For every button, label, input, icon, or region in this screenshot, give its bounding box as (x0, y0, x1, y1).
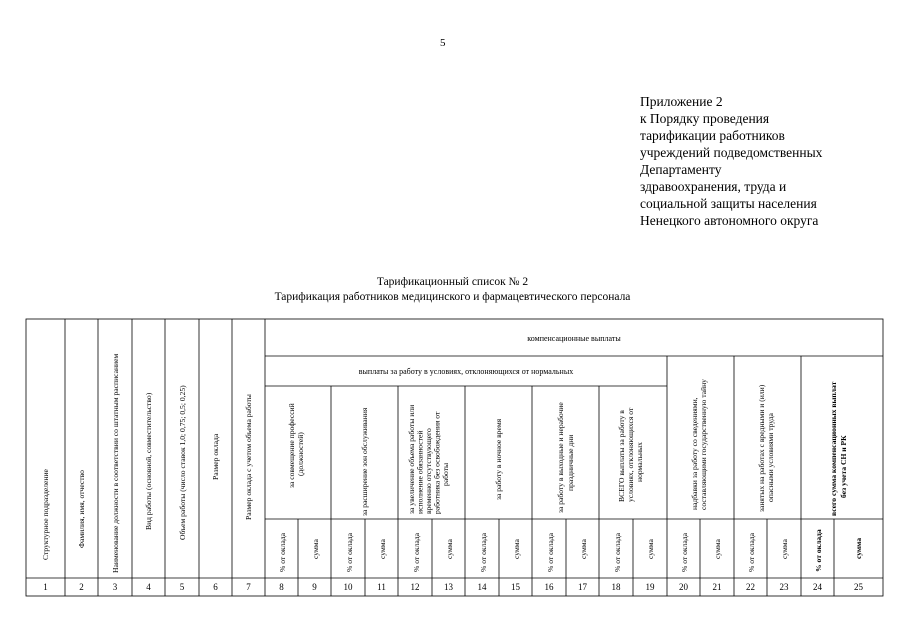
col-number: 2 (79, 582, 84, 592)
sub-header-sum: сумма (512, 539, 521, 559)
appendix-line: Приложение 2 (640, 94, 723, 109)
group-header-line: (должностей) (296, 432, 305, 476)
col-number: 15 (511, 582, 520, 592)
col-header-7: Размер оклада с учетом объема работы (244, 394, 253, 520)
group-header-state-secret (690, 379, 708, 510)
sub-header-percent: % от оклада (278, 532, 287, 572)
group-header-line: ВСЕГО выплаты за работу в (617, 410, 626, 502)
group-header-combining-professions (287, 401, 305, 488)
col-number: 12 (410, 582, 420, 592)
col-header-5: Объем работы (число ставок 1,0; 0,75; 0,5; 0,25) (178, 385, 187, 540)
col-number: 3 (112, 582, 118, 592)
col-number: 5 (179, 582, 185, 592)
group-header-holiday-work (556, 400, 575, 513)
appendix-line: Департаменту (640, 162, 722, 177)
group-header-line: без учета СН и РК (839, 435, 848, 498)
sub-header-sum: сумма (713, 539, 722, 559)
col-number: 16 (544, 582, 554, 592)
group-header-total-compensation (829, 380, 848, 516)
sub-header-percent: % от оклада (479, 532, 488, 572)
col-number: 18 (611, 582, 621, 592)
sub-header-sum: сумма (780, 539, 789, 559)
sub-header-sum: сумма (311, 539, 320, 559)
col-number: 17 (578, 582, 587, 592)
sub-header-sum: сумма (445, 539, 454, 559)
group-header-line: исполнение обязанностей (415, 430, 425, 514)
group-header-line: праздничные дни (566, 434, 575, 491)
col-header-4: Вид работы (основной, совместительство) (144, 392, 153, 530)
col-header-3: Наименование должности в соответствии со штатным расписанием (111, 353, 120, 573)
sub-header-percent: % от оклада (613, 532, 622, 572)
appendix-line: учреждений подведомственных (640, 145, 823, 160)
sub-header-percent: % от оклада (345, 532, 354, 572)
group-header-line: за работу в выходные и нерабочие (556, 402, 565, 513)
col-number: 7 (246, 582, 251, 592)
col-number: 20 (679, 582, 688, 592)
page-number: 5 (440, 37, 446, 49)
col-header-1: Структурное подразделение (41, 469, 50, 560)
group-header-line: за увеличение объема работы или (407, 404, 416, 514)
group-header-increased-workload (407, 403, 450, 514)
appendix-line: социальной защиты населения (640, 196, 817, 211)
group-header-line: временно отсутствующего (424, 428, 433, 514)
group-header-hazardous-work (757, 383, 775, 512)
sub-header-sum: сумма (579, 539, 588, 559)
group-header-line: за совмещение профессий (287, 403, 296, 488)
group-header-line: работника без освобождения от (432, 411, 442, 514)
group-header-line: надбавки за работу со сведениями, (690, 397, 699, 510)
appendix-line: здравоохранения, труда и (640, 179, 787, 194)
sub-header-sum: сумма (854, 537, 863, 559)
group-header-line: за работу в ночное время (494, 418, 503, 500)
group-header-total-abnormal (617, 406, 644, 502)
group-header-line: за расширение зон обслуживания (360, 407, 369, 516)
col-number: 25 (854, 582, 863, 592)
col-number: 11 (377, 582, 386, 592)
appendix-line: тарификации работников (640, 128, 785, 143)
col-header-6: Размер оклада (211, 433, 220, 480)
sub-header-percent: % от оклада (814, 529, 823, 572)
comp-payments-header: компенсационные выплаты (527, 334, 621, 343)
sub-header-percent: % от оклада (747, 532, 756, 572)
col-number: 23 (779, 582, 789, 592)
sub-header-sum: сумма (646, 539, 655, 559)
group-header-line: работы (441, 462, 450, 486)
col-number: 19 (645, 582, 655, 592)
col-number: 22 (746, 582, 755, 592)
col-number: 24 (813, 582, 822, 592)
col-number: 10 (343, 582, 353, 592)
col-number: 1 (43, 582, 48, 592)
abnormal-conditions-header: выплаты за работу в условиях, отклоняющихся от нормальных (358, 367, 574, 376)
col-number: 9 (312, 582, 317, 592)
col-number: 14 (477, 582, 487, 592)
col-number: 13 (444, 582, 453, 592)
group-header-line: условиях, отклоняющихся от (626, 407, 635, 502)
group-header-line: всего сумма компенсационных выплат (829, 381, 838, 516)
table-title: Тарификационный список № 2 (376, 276, 529, 288)
appendix-line: к Порядку проведения (640, 111, 770, 126)
group-header-line: опасными условиями труда (766, 413, 775, 502)
group-header-night-work (494, 418, 503, 500)
table-subtitle: Тарификация работников медицинского и фармацевтического персонала (274, 291, 631, 303)
group-header-service-zones (360, 407, 369, 516)
col-number: 21 (712, 582, 722, 592)
group-header-line: составляющими государственную тайну (699, 379, 708, 510)
sub-header-sum: сумма (378, 539, 387, 559)
sub-header-percent: % от оклада (546, 532, 555, 572)
col-header-2: Фамилия, имя, отчество (77, 470, 86, 548)
sub-header-percent: % от оклада (680, 532, 689, 572)
col-number: 6 (213, 582, 218, 592)
col-number: 8 (279, 582, 284, 592)
group-header-line: нормальных (635, 442, 644, 482)
sub-header-percent: % от оклада (412, 532, 421, 572)
col-number: 4 (146, 582, 151, 592)
group-header-line: занятых на работах с вредными и (или) (757, 384, 766, 512)
appendix-line: Ненецкого автономного округа (640, 213, 819, 228)
